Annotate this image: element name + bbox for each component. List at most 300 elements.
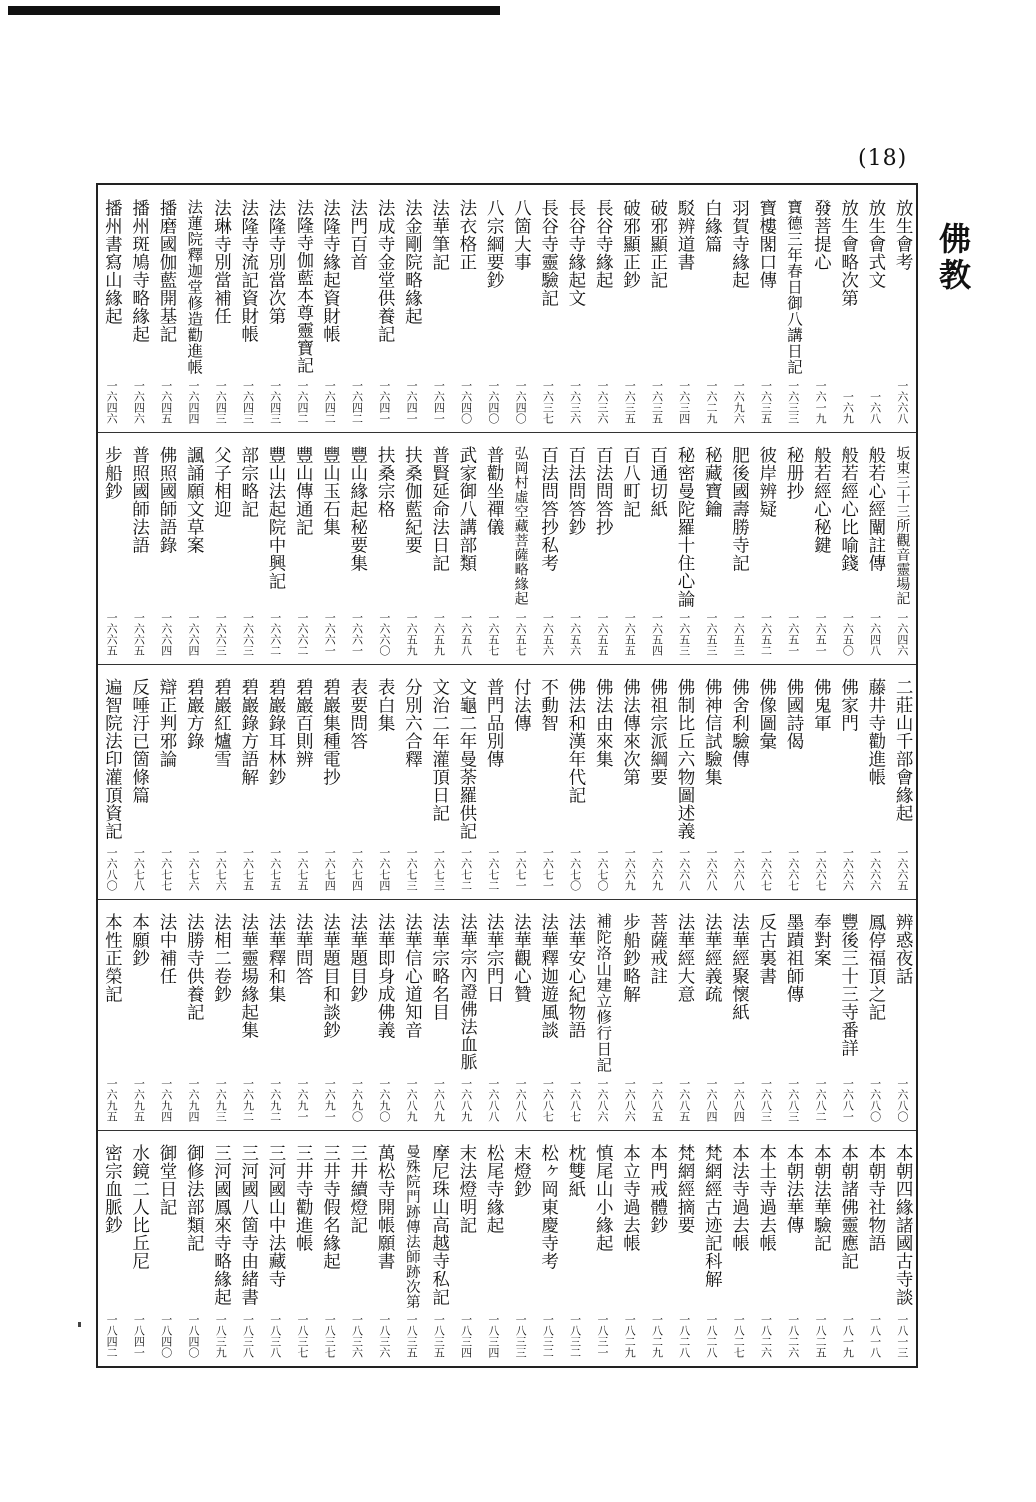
entry-page-number: 一六四六 [132,380,146,424]
index-entry [234,899,261,1130]
index-band [98,185,916,432]
entry-title: 八箇大事 [511,199,532,271]
entry-title: 梵網經摘要 [674,1144,695,1234]
entry-title: 扶桑伽藍紀要 [402,446,423,554]
entry-page-number: 一六八六 [623,1078,637,1122]
entry-page-number: 一六八 [868,391,882,424]
entry-page-number: 一六九二 [268,1078,282,1122]
entry-page-number: 一八四〇 [159,1314,173,1358]
entry-title: 佛國詩偈 [784,678,805,750]
entry-title: 父子相迎 [211,446,232,518]
index-entry [861,185,888,432]
entry-page-number: 一八二五 [814,1314,828,1358]
index-entry [507,1130,534,1366]
index-entry [398,1130,425,1366]
index-band [98,432,916,664]
entry-title: 碧巖紅爐雪 [211,678,232,768]
entry-page-number: 一八四〇 [186,1314,200,1358]
index-entry [316,1130,343,1366]
index-entry [616,185,643,432]
index-entry [289,432,316,664]
index-entry [671,1130,698,1366]
index-entry [343,185,370,432]
entry-page-number: 一六六四 [186,612,200,656]
index-entry [889,185,916,432]
index-entry [234,432,261,664]
index-entry [861,899,888,1130]
entry-title: 遍智院法印灌頂資記 [102,678,123,840]
index-entry [343,664,370,899]
entry-title: 法華宗內證佛法血脈 [456,913,477,1071]
entry-page-number: 一六五七 [486,612,500,656]
index-entry [452,664,479,899]
entry-title: 二莊山千部會緣起 [893,678,914,822]
entry-title: 佛制比丘六物圖述義 [674,678,695,840]
entry-page-number: 一六七七 [159,847,173,891]
index-entry [834,432,861,664]
index-entry [98,1130,125,1366]
entry-page-number: 一六五五 [623,612,637,656]
entry-page-number: 一六一九 [814,380,828,424]
entry-title: 白緣篇 [702,199,723,253]
entry-page-number: 一六四五 [159,380,173,424]
entry-title: 本願鈔 [129,913,150,967]
entry-title: 佛家門 [838,678,859,732]
index-entry [371,1130,398,1366]
entry-page-number: 一六二九 [705,380,718,424]
index-entry [207,432,234,664]
index-entry [343,1130,370,1366]
entry-title: 本朝法華驗記 [811,1144,832,1252]
entry-title: 本立寺過去帳 [620,1144,641,1252]
index-entry [207,899,234,1130]
entry-title: 豐山緣起秘要集 [347,446,368,572]
index-entry [371,185,398,432]
entry-title: 法華安心紀物語 [565,913,586,1039]
entry-title: 肥後國壽勝寺記 [729,446,750,572]
entry-title: 本朝法華傳 [784,1144,805,1234]
entry-title: 鳳停福頂之記 [865,913,886,1021]
index-entry [234,664,261,899]
index-entry [889,432,916,664]
entry-title: 法相二卷鈔 [211,913,232,1003]
entry-title: 法衣格正 [456,199,477,271]
entry-title: 百法問答抄 [593,446,614,536]
entry-page-number: 一六五五 [595,612,609,656]
index-entry [371,432,398,664]
index-entry [507,432,534,664]
entry-page-number: 一八三五 [405,1314,419,1358]
entry-title: 般若心經闡註傳 [865,446,886,572]
entry-title: 八宗綱要鈔 [484,199,505,289]
index-entry [262,1130,289,1366]
index-entry [398,899,425,1130]
entry-page-number: 一六五九 [405,612,419,656]
entry-page-number: 一六五一 [786,612,800,656]
entry-page-number: 一六九六 [732,380,746,424]
index-entry [780,1130,807,1366]
index-entry [398,664,425,899]
index-entry [480,432,507,664]
entry-title: 秘册抄 [784,446,805,500]
entry-page-number: 一六五六 [568,612,582,656]
index-entry [725,664,752,899]
entry-title: 佛法由來集 [593,678,614,768]
entry-page-number: 一六四〇 [486,380,500,424]
entry-title: 辯正判邪論 [156,678,177,768]
entry-page-number: 一六六五 [132,612,146,656]
entry-page-number: 一八三七 [323,1314,337,1358]
index-entry [125,185,152,432]
entry-title: 佛法傳來次第 [620,678,641,786]
index-entry [834,185,861,432]
index-entry [643,899,670,1130]
index-entry [452,185,479,432]
entry-title: 本土寺過去帳 [756,1144,777,1252]
entry-title: 奉對案 [811,913,832,967]
entry-title: 法華釋迦遊風談 [538,913,559,1039]
entry-page-number: 一六五七 [514,612,528,656]
index-entry [807,664,834,899]
index-entry [371,664,398,899]
entry-page-number: 一六七三 [432,847,446,891]
entry-title: 文治二年灌頂日記 [429,678,450,822]
entry-title: 百八町記 [620,446,641,518]
index-entry [725,899,752,1130]
entry-title: 分別六合釋 [402,678,423,768]
index-entry [643,432,670,664]
entry-page-number: 一六七三 [405,847,419,891]
entry-title: 慎尾山小緣起 [593,1144,614,1252]
entry-title: 法隆寺伽藍本尊靈寶記 [293,199,314,374]
index-entry [725,432,752,664]
entry-page-number: 一六六八 [895,380,909,424]
index-entry [616,899,643,1130]
entry-title: 三井寺假名緣起 [320,1144,341,1270]
index-entry [507,899,534,1130]
entry-title: 放生會式文 [865,199,886,289]
entry-page-number: 一六七八 [132,847,146,891]
entry-title: 般若經心比喻錢 [838,446,859,572]
entry-title: 扶桑宗格 [375,446,396,518]
index-entry [289,899,316,1130]
entry-title: 法華題目鈔 [347,913,368,1003]
index-entry [207,664,234,899]
index-entry [671,664,698,899]
entry-page-number: 一六三五 [623,380,637,424]
index-entry [98,185,125,432]
entry-page-number: 一六七五 [268,847,282,891]
entry-page-number: 一六五四 [650,612,664,656]
index-entry [562,185,589,432]
entry-page-number: 一六三五 [650,380,664,424]
entry-page-number: 一六七二 [486,847,500,891]
index-entry [316,185,343,432]
entry-title: 密宗血脈鈔 [102,1144,123,1234]
index-entry [589,185,616,432]
entry-title: 法中補任 [156,913,177,985]
entry-page-number: 一六七二 [459,847,473,891]
index-entry [480,1130,507,1366]
entry-title: 三河國鳳來寺略緣起 [211,1144,232,1306]
entry-title: 長谷寺靈驗記 [538,199,559,307]
entry-title: 碧巖集種電抄 [320,678,341,786]
index-entry [861,664,888,899]
index-entry [98,664,125,899]
entry-title: 法成寺金堂供養記 [375,199,396,343]
entry-title: 法華經義疏 [702,913,723,1003]
entry-page-number: 一六三六 [568,380,582,424]
index-entry [589,432,616,664]
entry-title: 豐山傳通記 [293,446,314,536]
entry-page-number: 一六九二 [241,1078,255,1122]
entry-page-number: 一六九五 [132,1078,146,1122]
entry-page-number: 一六六三 [214,612,228,656]
entry-page-number: 一六六八 [732,847,746,891]
index-entry [289,664,316,899]
entry-page-number: 一六四二 [296,380,310,424]
entry-page-number: 一六九〇 [350,1078,364,1122]
entry-page-number: 一六五六 [541,612,555,656]
index-entry [643,185,670,432]
entry-page-number: 一八二八 [677,1314,691,1358]
index-entry [861,432,888,664]
entry-page-number: 一六五〇 [841,612,855,656]
index-entry [425,185,452,432]
entry-page-number: 一八三七 [296,1314,310,1358]
index-entry [480,185,507,432]
entry-title: 佛神信試驗集 [702,678,723,786]
index-entry [507,664,534,899]
entry-page-number: 一六四二 [350,380,364,424]
index-entry [289,185,316,432]
index-entry [698,432,725,664]
index-entry [671,899,698,1130]
index-entry [125,1130,152,1366]
entry-title: 末燈鈔 [511,1144,532,1198]
index-entry [752,664,779,899]
index-entry [534,899,561,1130]
index-entry [589,1130,616,1366]
entry-title: 三河國山中法藏寺 [266,1144,286,1288]
index-entry [452,432,479,664]
entry-title: 末法燈明記 [456,1144,477,1234]
entry-page-number: 一六八九 [459,1078,473,1122]
entry-page-number: 一六四六 [105,380,119,424]
entry-page-number: 一六九〇 [377,1078,391,1122]
index-entry [480,664,507,899]
entry-title: 播州斑鳩寺略緣起 [129,199,150,343]
entry-title: 碧巖錄方語解 [238,678,259,786]
entry-page-number: 一六八〇 [868,1078,882,1122]
entry-title: 法華經大意 [674,913,695,1003]
entry-page-number: 一八三八 [241,1314,255,1358]
entry-title: 本性正榮記 [102,913,123,1003]
index-entry [398,185,425,432]
entry-page-number: 一八三五 [432,1314,446,1358]
entry-title: 表白集 [375,678,396,732]
entry-page-number: 一八三八 [268,1314,282,1358]
entry-page-number: 一六四一 [405,380,419,424]
entry-page-number: 一八二八 [705,1314,718,1358]
index-entry [643,1130,670,1366]
entry-title: 放生會考 [893,199,914,271]
entry-page-number: 一八四二 [105,1314,119,1358]
entry-page-number: 一六七四 [350,847,364,891]
entry-title: 枕雙紙 [565,1144,586,1198]
index-entry [752,185,779,432]
entry-page-number: 一六七〇 [595,847,609,891]
index-entry [425,899,452,1130]
entry-page-number: 一六六七 [814,847,828,891]
entry-title: 武家御八講部類 [456,446,477,572]
index-entry [234,185,261,432]
index-entry [889,1130,916,1366]
page-number: (18) [858,146,908,171]
index-entry [807,1130,834,1366]
index-entry [834,664,861,899]
entry-page-number: 一六五二 [759,612,773,656]
entry-title: 松尾寺緣起 [484,1144,505,1234]
entry-page-number: 一六三四 [677,380,691,424]
entry-title: 萬松寺開帳願書 [375,1144,396,1270]
entry-title: 補陀洛山建立修行日記 [594,913,613,1073]
index-entry [316,432,343,664]
entry-page-number: 一六六一 [350,612,364,656]
entry-title: 百通切紙 [647,446,668,518]
index-entry [616,664,643,899]
entry-title: 反古裏書 [756,913,777,985]
index-entry [671,185,698,432]
entry-page-number: 一六八九 [405,1078,419,1122]
index-entry [889,664,916,899]
index-entry [780,185,807,432]
index-entry [207,185,234,432]
entry-page-number: 一六七六 [214,847,228,891]
entry-title: 法隆寺別當次第 [266,199,286,325]
index-entry [234,1130,261,1366]
entry-title: 本朝諸佛靈應記 [838,1144,859,1270]
entry-page-number: 一六九四 [159,1078,173,1122]
entry-page-number: 一八三六 [377,1314,391,1358]
entry-page-number: 一八三二 [541,1314,555,1358]
entry-page-number: 一六八七 [541,1078,555,1122]
index-entry [180,664,207,899]
index-entry [534,664,561,899]
index-entry [507,185,534,432]
entry-page-number: 一六四六 [895,612,909,656]
entry-title: 付法傳 [511,678,532,732]
index-entry [262,432,289,664]
index-entry [643,664,670,899]
entry-title: 法琳寺別當補任 [211,199,232,325]
entry-title: 曼殊院門跡傳法師跡次第 [403,1144,420,1309]
entry-page-number: 一八一三 [895,1314,909,1358]
index-entry [780,899,807,1130]
index-entry [562,432,589,664]
entry-title: 墨蹟祖師傳 [784,913,805,1003]
index-entry [562,664,589,899]
entry-page-number: 一八三一 [595,1314,609,1358]
entry-page-number: 一六八五 [677,1078,691,1122]
entry-page-number: 一六九三 [214,1078,228,1122]
entry-page-number: 一六八〇 [895,1078,909,1122]
top-rule [8,6,500,15]
entry-title: 百法問答鈔 [565,446,586,536]
entry-title: 本門戒體鈔 [647,1144,668,1234]
entry-page-number: 一八二七 [732,1314,746,1358]
index-entry [425,432,452,664]
index-entry [752,899,779,1130]
entry-title: 本法寺過去帳 [729,1144,750,1252]
entry-page-number: 一六九一 [323,1078,337,1122]
entry-page-number: 一六七四 [323,847,337,891]
entry-title: 法華宗略名目 [429,913,450,1021]
entry-page-number: 一六八四 [732,1078,746,1122]
entry-title: 駁辨道書 [674,199,695,271]
entry-title: 松ヶ岡東慶寺考 [538,1144,559,1270]
entry-title: 法華宗門日 [484,913,505,1003]
entry-page-number: 一六五九 [432,612,446,656]
entry-page-number: 一八二九 [623,1314,637,1358]
entry-title: 法華釋和集 [266,913,286,1003]
entry-title: 播州書寫山緣起 [102,199,123,325]
entry-title: 碧巖錄耳林鈔 [266,678,286,786]
index-entry [589,899,616,1130]
index-entry [180,185,207,432]
entry-page-number: 一六六二 [268,612,282,656]
entry-page-number: 一六四〇 [459,380,473,424]
index-entry [562,899,589,1130]
entry-title: 破邪顯正記 [647,199,668,289]
entry-title: 法蓮院釋迦堂修造勸進帳 [185,199,204,375]
entry-page-number: 一六三七 [541,380,555,424]
index-entry [807,899,834,1130]
entry-title: 佛像圖彙 [756,678,777,750]
entry-title: 百法問答抄私考 [538,446,559,572]
index-entry [534,432,561,664]
entry-title: 步船鈔略解 [620,913,641,1003]
entry-title: 秘藏寶鑰 [702,446,723,518]
section-heading: 佛教 [934,222,972,294]
index-entry [289,1130,316,1366]
entry-page-number: 一六九五 [105,1078,119,1122]
entry-title: 寶樓閣口傳 [756,199,777,289]
index-entry [671,432,698,664]
index-entry [752,1130,779,1366]
entry-title: 普賢延命法日記 [429,446,450,572]
entry-page-number: 一六八三 [786,1078,800,1122]
index-entry [534,185,561,432]
entry-page-number: 一六四三 [241,380,255,424]
entry-title: 辨惑夜話 [893,913,914,985]
entry-page-number: 一六三六 [595,380,609,424]
entry-page-number: 一六五三 [705,612,718,656]
entry-title: 法華信心道知音 [402,913,423,1039]
index-entry [616,1130,643,1366]
entry-page-number: 一八一九 [841,1314,855,1358]
entry-page-number: 一六四八 [868,612,882,656]
entry-title: 法隆寺緣起資財帳 [320,199,341,343]
index-entry [343,432,370,664]
entry-title: 羽賀寺緣起 [729,199,750,289]
index-entry [534,1130,561,1366]
entry-page-number: 一六八七 [568,1078,582,1122]
index-entry [343,899,370,1130]
entry-page-number: 一六七五 [241,847,255,891]
entry-page-number: 一六七五 [296,847,310,891]
entry-title: 普勸坐禪儀 [484,446,505,536]
